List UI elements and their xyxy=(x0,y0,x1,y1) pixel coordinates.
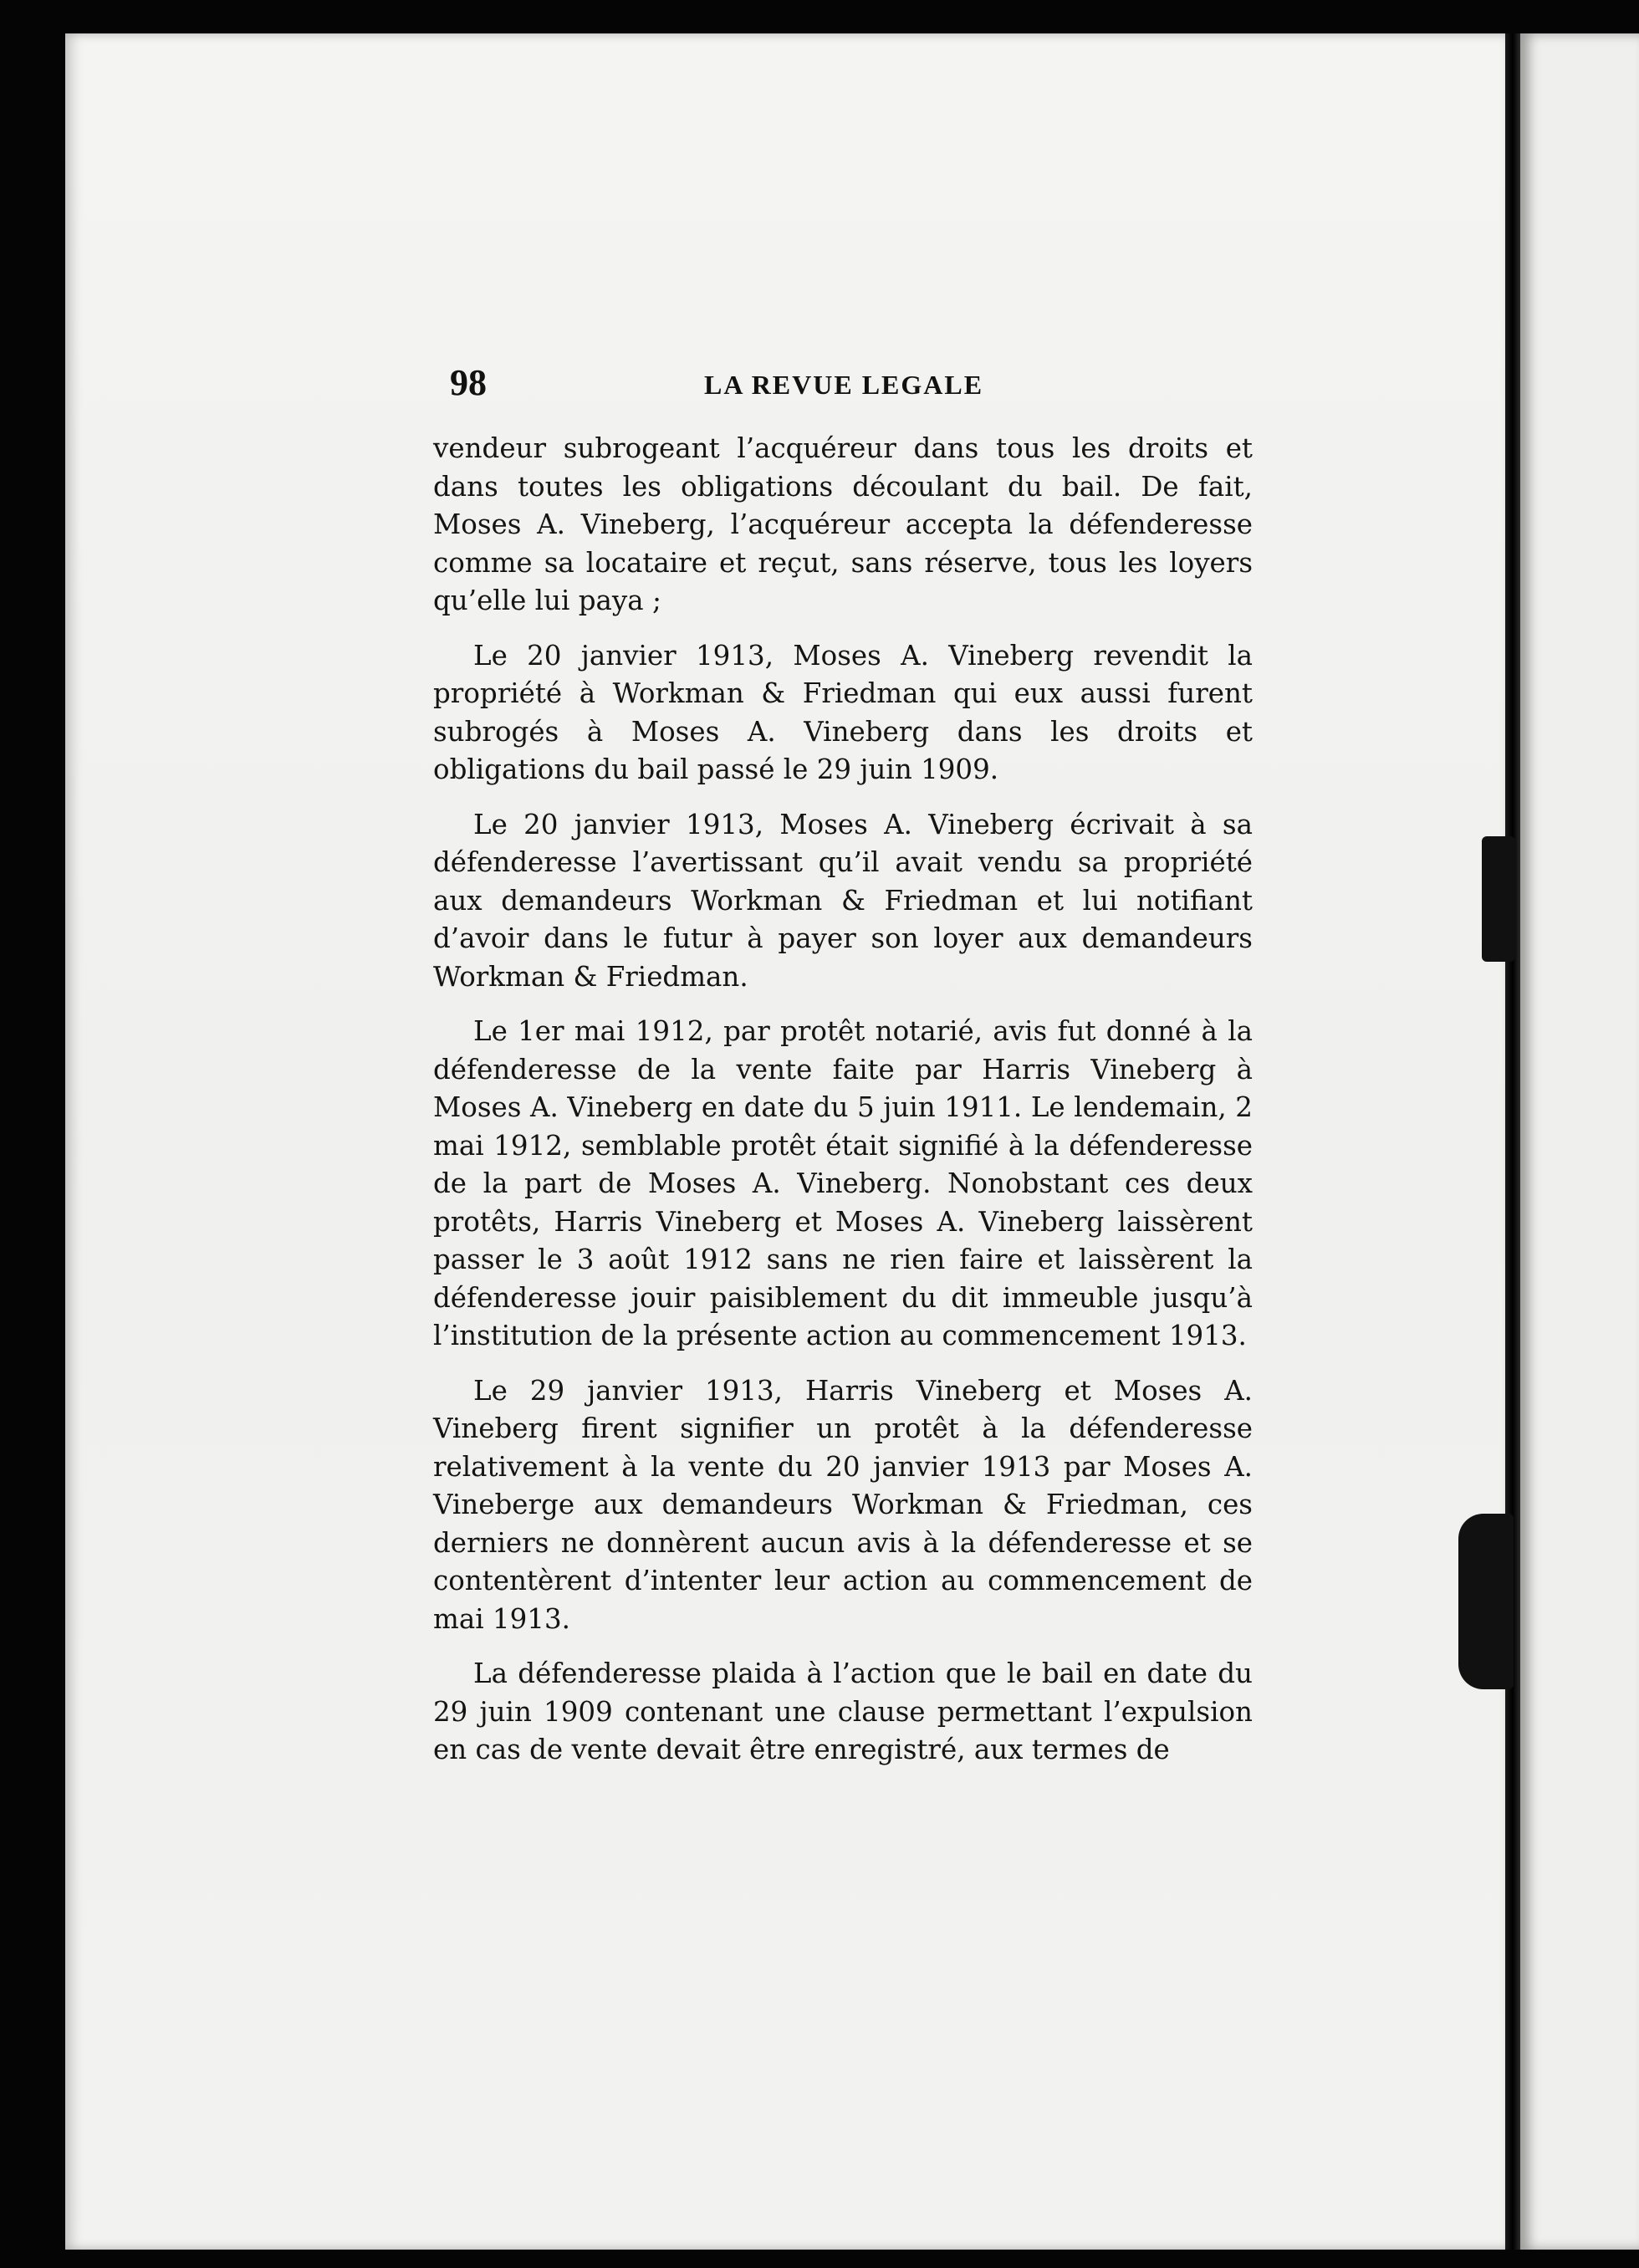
paragraph-5: Le 29 janvier 1913, Harris Vineberg et Moses A. Vineberg firent signifier un protêt à la défenderesse relativement à la vente du 20 janvier 1913 par Moses A. Vineberge aux demandeurs Workman & Friedman, ces derniers ne donnèrent aucun avis à la défenderesse et se contentèrent d’intenter leur action au commencement de mai 1913. xyxy=(433,1374,1253,1635)
binding-clip-lower xyxy=(1458,1514,1514,1689)
body-text xyxy=(433,430,1253,1786)
running-head xyxy=(450,361,1370,411)
page-number: 98 xyxy=(450,362,487,403)
paragraph-3: Le 20 janvier 1913, Moses A. Vineberg écrivait à sa défenderesse l’avertissant qu’il avait vendu sa propriété aux demandeurs Workman & Friedman et lui notifiant d’avoir dans le futur à payer son loyer aux demandeurs Workman & Friedman. xyxy=(433,808,1253,993)
journal-title: LA REVUE LEGALE xyxy=(704,370,984,400)
paragraph-1: vendeur subrogeant l’acquéreur dans tous les droits et dans toutes les obligations découlant du bail. De fait, Moses A. Vineberg, l’acquéreur accepta la défenderesse comme sa locataire et reçut, sans réserve, tous les loyers qu’elle lui paya ; xyxy=(433,432,1253,616)
paragraph-6: La défenderesse plaida à l’action que le bail en date du 29 juin 1909 contenant une clause permettant l’expulsion en cas de vente devait être enregistré, aux termes de xyxy=(433,1658,1253,1765)
book-gutter xyxy=(1505,33,1520,2250)
paragraph-2: Le 20 janvier 1913, Moses A. Vineberg revendit la propriété à Workman & Friedman qui eux aussi furent subrogés à Moses A. Vineberg dans les droits et obligations du bail passé le 29 juin 1909. xyxy=(433,639,1253,785)
paragraph-4: Le 1er mai 1912, par protêt notarié, avis fut donné à la défenderesse de la vente faite par Harris Vineberg à Moses A. Vineberg en date du 5 juin 1911. Le lendemain, 2 mai 1912, semblable protêt était signifié à la défenderesse de la part de Moses A. Vineberg. Nonobstant ces deux protêts, Harris Vineberg et Moses A. Vineberg laissèrent passer le 3 août 1912 sans ne rien faire et laissèrent la défenderesse jouir paisiblement du dit immeuble jusqu’à l’institution de la présente action au commencement 1913. xyxy=(433,1015,1253,1351)
binding-clip-upper xyxy=(1482,836,1515,962)
right-book-page-edge xyxy=(1520,33,1639,2250)
